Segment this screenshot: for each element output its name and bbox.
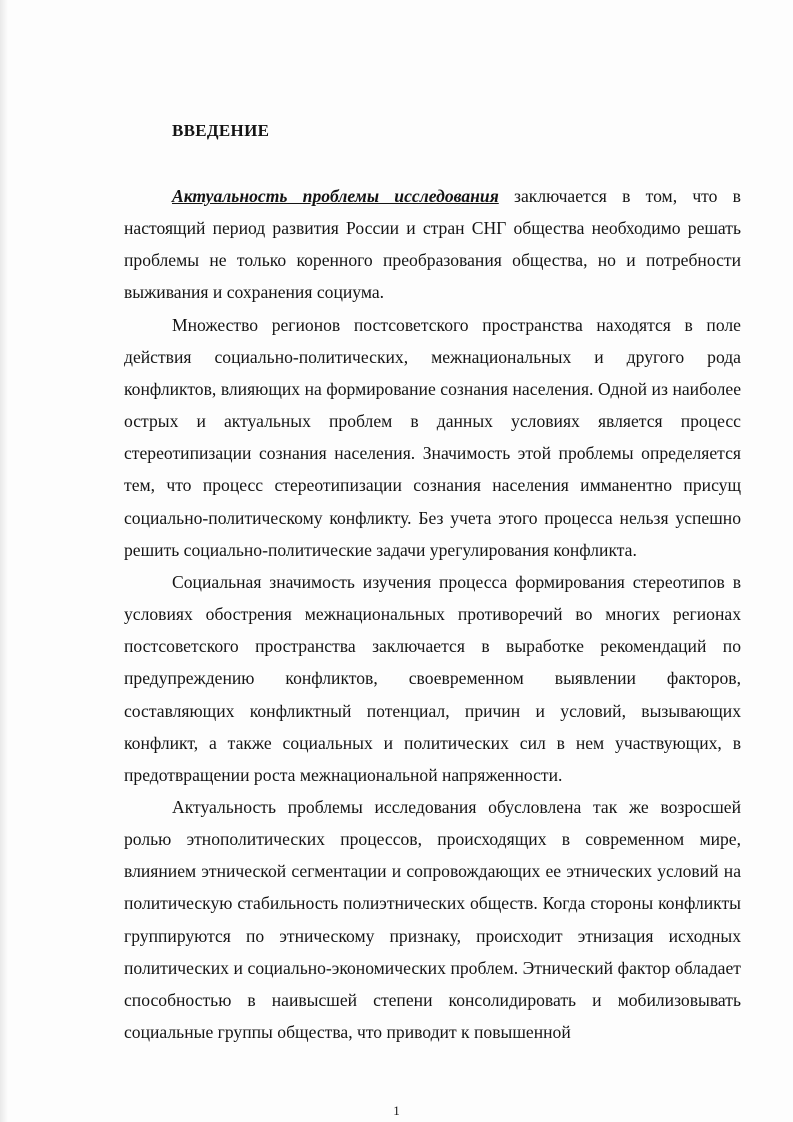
emphasized-lead: Актуальность проблемы исследования [172,186,499,206]
paragraph-1 [124,180,741,309]
body-text [124,180,741,1048]
paragraph-1-text: заключается в том, что в настоящий период развития России и стран СНГ общества необходимо решать проблемы не только коренного преобразования общества, но и потребности выживания и сохранения социума. [124,186,741,303]
paragraph-2: Множество регионов постсоветского пространства находятся в поле действия социально-политических, межнациональных и другого рода конфликтов, влияющих на формирование сознания населения. Одной из наиболее острых и актуальных проблем в данных условиях является процесс стереотипизации сознания населения. Значимость этой проблемы определяется тем, что процесс стереотипизации сознания населения имманентно присущ социально-политическому конфликту. Без учета этого процесса нельзя успешно решить социально-политические задачи урегулирования конфликта. [124,314,741,560]
section-heading: ВВЕДЕНИЕ [172,121,270,140]
paragraph-4: Актуальность проблемы исследования обусловлена так же возросшей ролью этнополитических процессов, происходящих в современном мире, влиянием этнической сегментации и сопровождающих ее этнических условий на политическую стабильность полиэтнических обществ. Когда стороны конфликты группируются по этническому признаку, происходит этнизация исходных политических и социально-экономических проблем. Этнический фактор обладает способностью в наивысшей степени консолидировать и мобилизовывать социальные группы общества, что приводит к повышенной [124,796,741,1043]
scan-edge-shadow [0,0,8,1122]
paragraph-3: Социальная значимость изучения процесса формирования стереотипов в условиях обострения межнациональных противоречий во многих регионах постсоветского пространства заключается в выработке рекомендаций по предупреждению конфликтов, своевременном выявлении факторов, составляющих конфликтный потенциал, причин и условий, вызывающих конфликт, а также социальных и политических сил в нем участвующих, в предотвращении роста межнациональной напряженности. [124,571,741,785]
page-number: 1 [393,1103,400,1118]
